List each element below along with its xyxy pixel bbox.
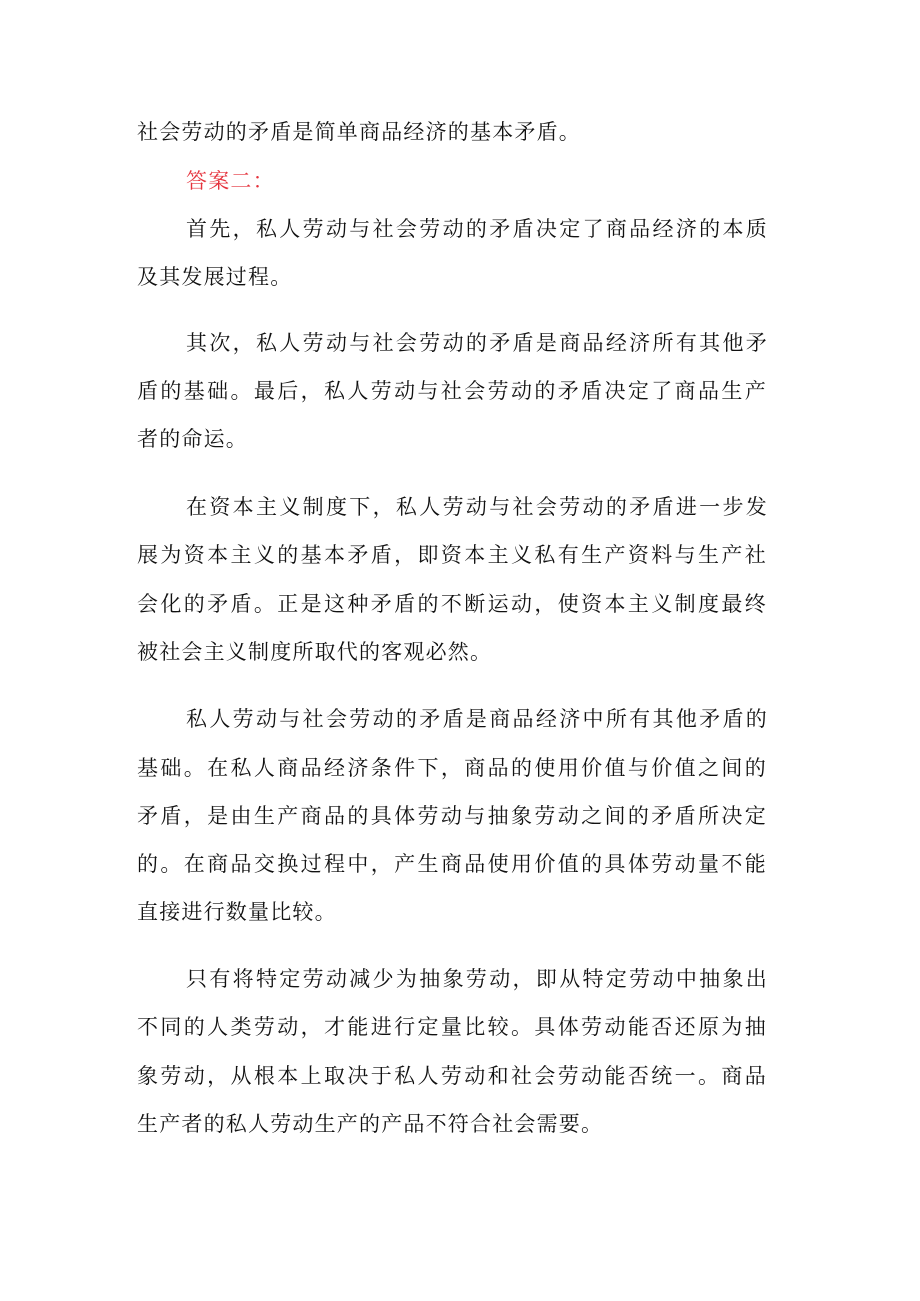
paragraph-2-line-1: 其次，私人劳动与社会劳动的矛盾是商品经济所有其他矛 (186, 331, 768, 355)
paragraph-3-line-2: 展为资本主义的基本矛盾，即资本主义私有生产资料与生产社 (137, 543, 767, 567)
paragraph-5-line-4: 生产者的私人劳动生产的产品不符合社会需要。 (137, 1112, 604, 1136)
paragraph-5-line-1: 只有将特定劳动减少为抽象劳动，即从特定劳动中抽象出 (186, 967, 768, 991)
paragraph-1-line-1: 首先，私人劳动与社会劳动的矛盾决定了商品经济的本质 (186, 217, 768, 241)
paragraph-4-line-2: 基础。在私人商品经济条件下，商品的使用价值与价值之间的 (137, 756, 767, 780)
answer-label: 答案二： (186, 169, 275, 193)
paragraph-4-line-3: 矛盾，是由生产商品的具体劳动与抽象劳动之间的矛盾所决定 (137, 804, 767, 828)
paragraph-1-line-2: 及其发展过程。 (137, 265, 293, 289)
paragraph-5-line-3: 象劳动，从根本上取决于私人劳动和社会劳动能否统一。商品 (137, 1064, 767, 1088)
paragraph-4-line-5: 直接进行数量比较。 (137, 900, 337, 924)
paragraph-3-line-3: 会化的矛盾。正是这种矛盾的不断运动，使资本主义制度最终 (137, 592, 767, 616)
paragraph-2-line-3: 者的命运。 (137, 427, 248, 451)
paragraph-2-line-2: 盾的基础。最后，私人劳动与社会劳动的矛盾决定了商品生产 (137, 379, 767, 403)
paragraph-3-line-4: 被社会主义制度所取代的客观必然。 (137, 640, 493, 664)
paragraph-4-line-4: 的。在商品交换过程中，产生商品使用价值的具体劳动量不能 (137, 852, 767, 876)
intro-line-1: 社会劳动的矛盾是简单商品经济的基本矛盾。 (137, 120, 581, 144)
paragraph-4-line-1: 私人劳动与社会劳动的矛盾是商品经济中所有其他矛盾的 (186, 707, 768, 731)
paragraph-5-line-2: 不同的人类劳动，才能进行定量比较。具体劳动能否还原为抽 (137, 1015, 767, 1039)
paragraph-3-line-1: 在资本主义制度下，私人劳动与社会劳动的矛盾进一步发 (186, 495, 768, 519)
